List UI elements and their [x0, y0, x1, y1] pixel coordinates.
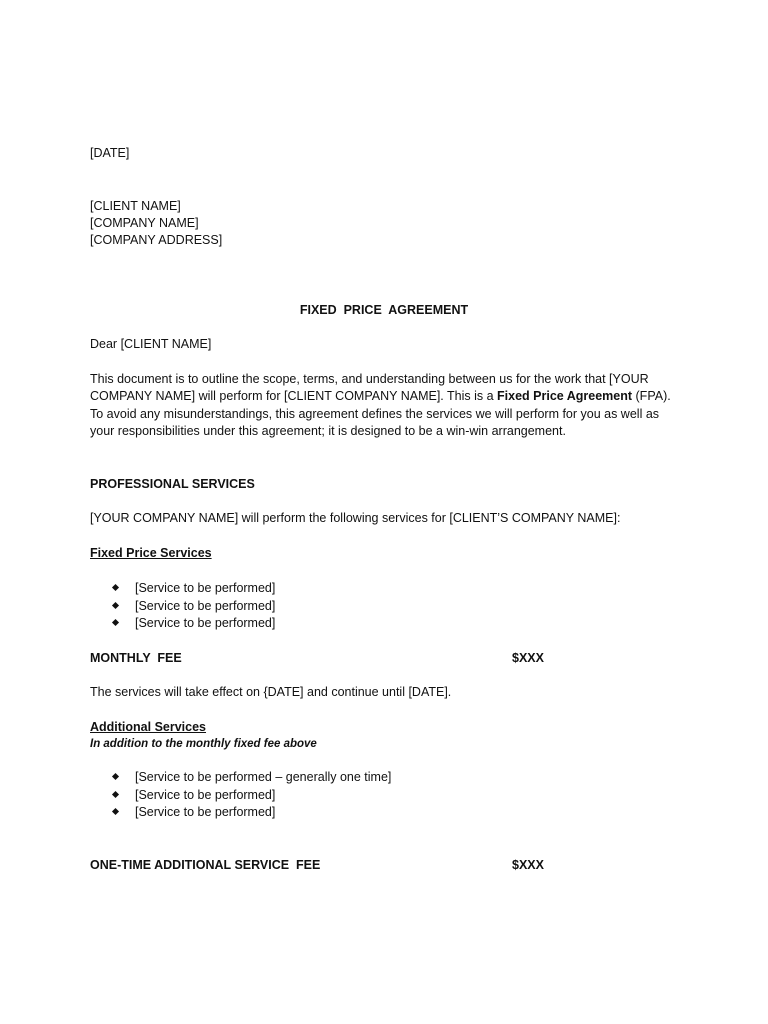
list-item-text: [Service to be performed]: [135, 616, 276, 630]
intro-text-part2: (FPA). To avoid any misunderstandings, this agreement defines the services we will perform for you as well as your responsibilities under this agreement; it is designed to be a win-win arrangement.: [90, 389, 671, 438]
client-name-line: [CLIENT NAME]: [90, 199, 181, 213]
diamond-bullet-icon: [112, 808, 119, 815]
professional-services-heading: PROFESSIONAL SERVICES: [90, 477, 255, 491]
list-item-text: [Service to be performed]: [135, 598, 276, 613]
one-time-fee-label: ONE-TIME ADDITIONAL SERVICE FEE: [90, 858, 321, 872]
salutation: Dear [CLIENT NAME]: [90, 337, 212, 351]
list-item: [110, 580, 275, 598]
monthly-fee-amount: $XXX: [512, 651, 544, 665]
intro-bold-term: Fixed Price Agreement: [497, 389, 633, 404]
list-item: [110, 787, 391, 805]
one-time-fee-amount: $XXX: [512, 858, 544, 872]
additional-services-heading: Additional Services: [90, 720, 207, 734]
company-name-line: [COMPANY NAME]: [90, 216, 199, 230]
list-item-text: [Service to be performed]: [135, 581, 276, 595]
list-item: [110, 769, 391, 787]
list-item-text: [Service to be performed – generally one time]: [135, 770, 392, 784]
fixed-price-services-list: [110, 580, 275, 633]
list-item-text: [Service to be performed]: [135, 787, 276, 802]
diamond-bullet-icon: [112, 584, 119, 591]
list-item-text: [Service to be performed]: [135, 805, 276, 819]
additional-services-list: [110, 769, 391, 822]
professional-services-text: [YOUR COMPANY NAME] will perform the following services for [CLIENT’S COMPANY NAME]:: [90, 511, 621, 525]
list-item: [110, 615, 275, 633]
intro-text-part1: This document is to outline the scope, terms, and understanding between us for the work that [YOUR COMPANY NAME] will perform for [CLIENT COMPANY NAME]. This is a: [90, 372, 649, 404]
effect-text: The services will take effect on {DATE] and continue until [DATE].: [90, 685, 452, 699]
intro-paragraph: [90, 371, 680, 440]
diamond-bullet-icon: [112, 790, 119, 797]
diamond-bullet-icon: [112, 619, 119, 626]
list-item: [110, 804, 391, 822]
diamond-bullet-icon: [112, 773, 119, 780]
monthly-fee-label: MONTHLY FEE: [90, 651, 182, 665]
additional-services-subheading: In addition to the monthly fixed fee above: [90, 738, 317, 750]
date-line: [DATE]: [90, 146, 130, 160]
company-address-line: [COMPANY ADDRESS]: [90, 233, 223, 247]
fixed-price-services-heading: Fixed Price Services: [90, 546, 212, 560]
list-item: [110, 598, 275, 616]
diamond-bullet-icon: [112, 601, 119, 608]
document-title: FIXED PRICE AGREEMENT: [299, 303, 469, 317]
